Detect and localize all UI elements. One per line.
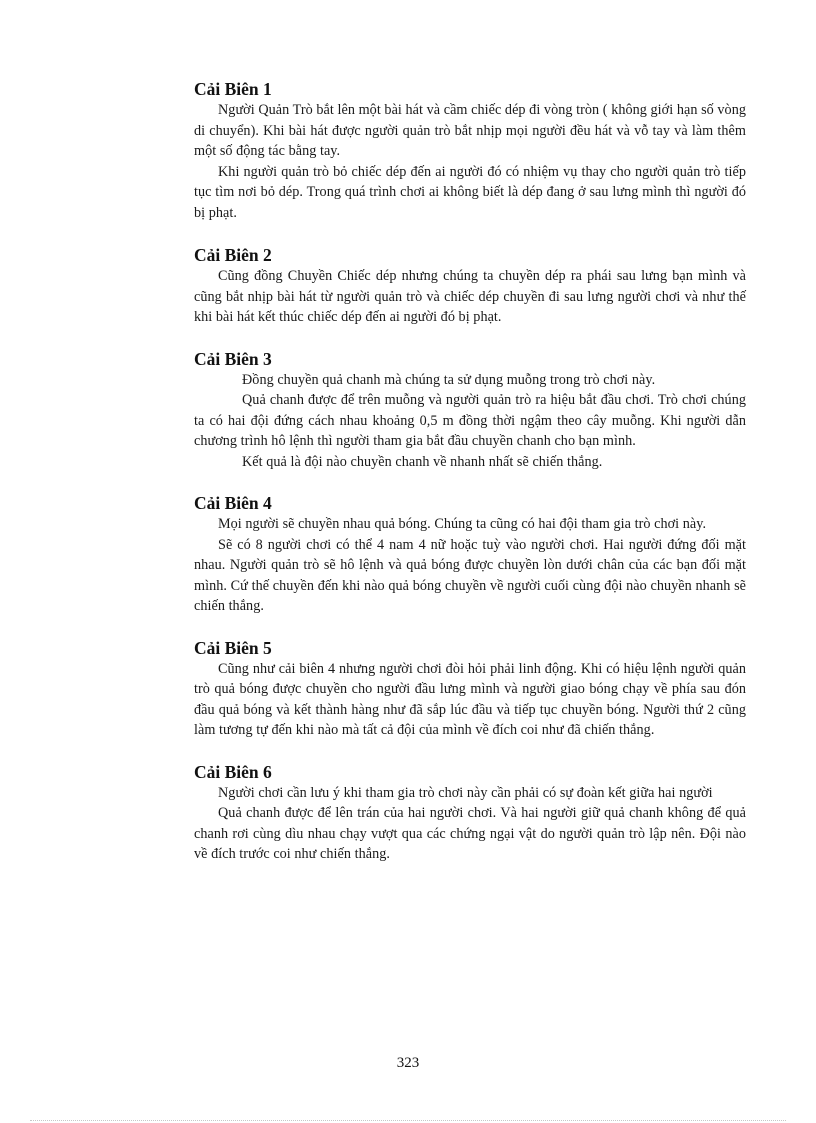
paragraph: Mọi người sẽ chuyền nhau quả bóng. Chúng ta cũng có hai đội tham gia trò chơi này.: [218, 516, 707, 532]
paragraph: Kết quả là đội nào chuyền chanh về nhanh nhất sẽ chiến thắng.: [242, 453, 603, 470]
document-body: [194, 78, 746, 865]
paragraph: Người chơi cần lưu ý khi tham gia trò chơi này cần phải có sự đoàn kết giữa hai người: [218, 784, 713, 801]
paragraph: Quả chanh được để lên trán của hai người chơi. Và hai người giữ quả chanh không để quả chanh rơi cùng dìu nhau chạy vượt qua các chứng ngại vật do người quản trò lập nên. Đội nào về đích trước coi như chiến thắng.: [194, 805, 746, 862]
section-cai-bien-1: [194, 78, 746, 223]
paragraph: Sẽ có 8 người chơi có thể 4 nam 4 nữ hoặc tuỳ vào người chơi. Hai người đứng đối mặt nhau. Người quản trò sẽ hô lệnh và quả bóng được chuyền lòn dưới chân của các bạn đối mặt mình. Cứ thế chuyền đến khi nào quả bóng chuyền về người cuối cùng đội nào chuyền nhanh sẽ chiến thắng.: [194, 536, 746, 614]
page-number: 323: [396, 1055, 420, 1071]
paragraph: Cũng đồng Chuyền Chiếc dép nhưng chúng ta chuyền dép ra phái sau lưng bạn mình và cũng bắt nhịp bài hát từ người quản trò và chiếc dép chuyền đi sau lưng người chơi và như thế khi bài hát kết thúc chiếc dép đến ai người đó bị phạt.: [194, 268, 746, 325]
paragraph: Khi người quản trò bỏ chiếc dép đến ai người đó có nhiệm vụ thay cho người quản trò tiếp tục tìm nơi bỏ dép. Trong quá trình chơi ai không biết là dép đang ở sau lưng mình thì người đó bị phạt.: [194, 163, 746, 221]
section-heading: Cải Biên 3: [194, 348, 272, 369]
paragraph: Quả chanh được để trên muỗng và người quản trò ra hiệu bắt đầu chơi. Trò chơi chúng ta có hai đội đứng cách nhau khoảng 0,5 m đồng thời ngậm theo cây muỗng. Khi người dẫn chương trình hô lệnh thì người tham gia bắt đầu chuyền chanh cho bạn mình.: [194, 392, 746, 449]
section-heading: Cải Biên 1: [194, 79, 272, 99]
section-cai-bien-6: [194, 761, 746, 865]
paragraph: Đồng chuyền quả chanh mà chúng ta sử dụng muỗng trong trò chơi này.: [242, 371, 656, 388]
section-heading: Cải Biên 5: [194, 637, 272, 658]
paragraph: Người Quản Trò bắt lên một bài hát và cầm chiếc dép đi vòng tròn ( không giới hạn số vòng di chuyển). Khi bài hát được người quản trò bắt nhịp mọi người đều hát và vỗ tay và làm thêm một số động tác bằng tay.: [194, 102, 746, 159]
section-cai-bien-2: [194, 244, 746, 328]
section-cai-bien-5: [194, 637, 746, 741]
section-heading: Cải Biên 2: [194, 245, 272, 265]
section-cai-bien-4: [194, 492, 746, 617]
section-heading: Cải Biên 4: [194, 493, 272, 513]
section-heading: Cải Biên 6: [194, 761, 272, 782]
paragraph: Cũng như cải biên 4 nhưng người chơi đòi hỏi phải linh động. Khi có hiệu lệnh người quản trò quả bóng được chuyền cho người đầu lưng mình và người giao bóng chạy về phía sau đón đầu quả bóng và kết thành hàng như đã sắp lúc đầu và tiếp tục chuyền bóng. Người thứ 2 cũng làm tương tự đến khi nào mà tất cả đội của mình về đích coi như đã chiến thắng.: [194, 660, 746, 738]
page-bottom-divider: [30, 1120, 786, 1121]
section-cai-bien-3: [194, 348, 746, 473]
